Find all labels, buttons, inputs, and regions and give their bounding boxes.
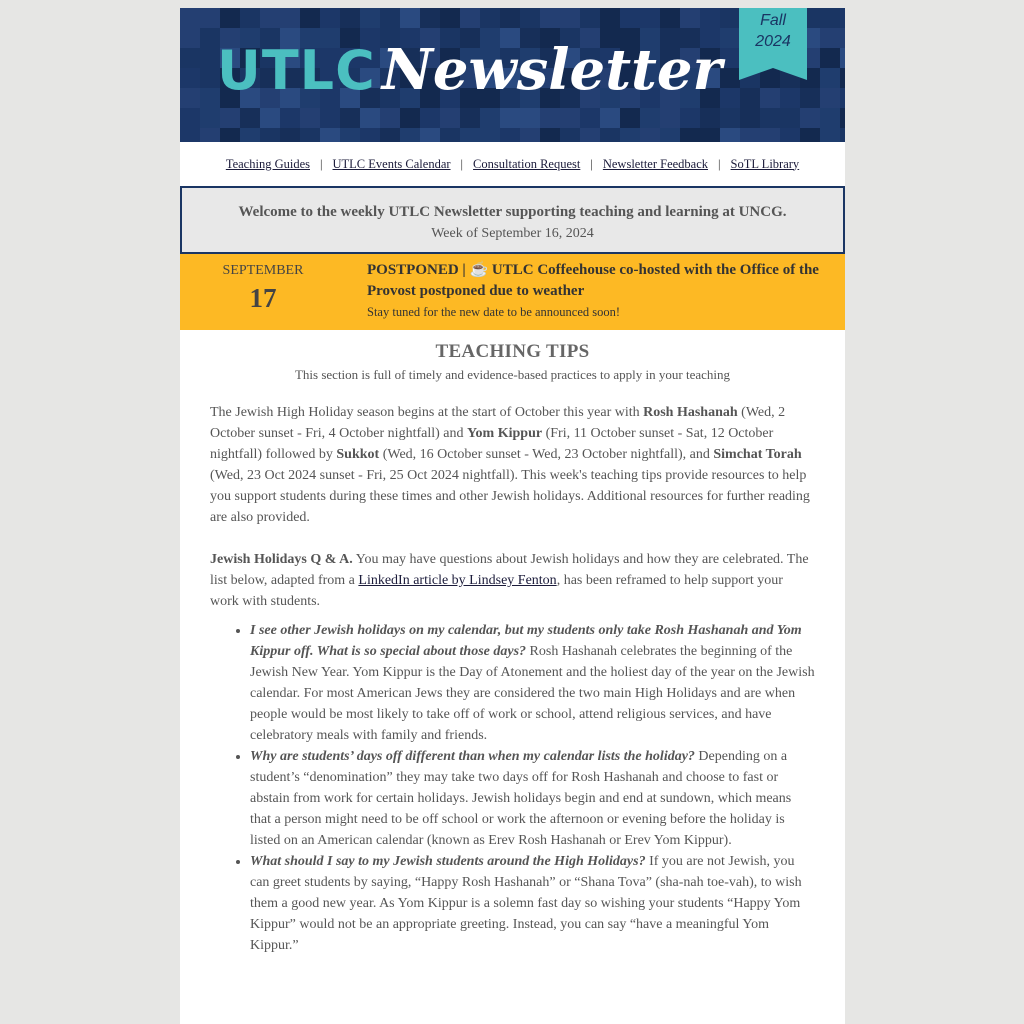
- qa-heading: Jewish Holidays Q & A.: [210, 552, 353, 567]
- banner-tile: [420, 108, 440, 128]
- banner-tile: [840, 128, 845, 142]
- banner-tile: [820, 128, 840, 142]
- banner-tile: [500, 128, 520, 142]
- banner-tile: [540, 108, 560, 128]
- banner-tile: [840, 28, 845, 48]
- banner-tile: [680, 8, 700, 28]
- welcome-box: [180, 186, 845, 254]
- nav-link-sotl-library[interactable]: SoTL Library: [730, 156, 800, 171]
- banner-tile: [380, 108, 400, 128]
- banner-tile: [760, 128, 780, 142]
- nav-separator: |: [460, 156, 464, 171]
- banner-tile: [480, 128, 500, 142]
- nav-link-consultation-request[interactable]: Consultation Request: [473, 156, 581, 171]
- banner-tile: [540, 8, 560, 28]
- teaching-tips-subtitle: This section is full of timely and evidence-based practices to apply in your teaching: [294, 367, 730, 382]
- nav-link-events-calendar[interactable]: UTLC Events Calendar: [332, 156, 451, 171]
- nav-separator: |: [718, 156, 721, 171]
- nav-link-newsletter-feedback[interactable]: Newsletter Feedback: [602, 156, 709, 171]
- qa-list: [210, 620, 815, 956]
- banner-tile: [280, 8, 300, 28]
- ribbon-year: 2024: [755, 33, 791, 50]
- event-date: [180, 254, 346, 314]
- banner-tile: [340, 8, 360, 28]
- intro-text: (Wed, 16 October sunset - Wed, 23 October nightfall), and: [379, 447, 714, 462]
- banner-tile: [200, 8, 220, 28]
- banner-tile: [720, 108, 740, 128]
- banner-tile: [360, 108, 380, 128]
- teaching-tips-content: [180, 402, 845, 956]
- qa-text: You may have questions about Jewish holidays and how they are celebrated. The list below, adapted from a: [210, 552, 809, 588]
- banner-tile: [600, 108, 620, 128]
- banner-tile: [260, 8, 280, 28]
- banner-tile: [420, 128, 440, 142]
- welcome-week: Week of September 16, 2024: [431, 226, 594, 241]
- nav-separator: |: [319, 156, 323, 171]
- banner-tile: [720, 28, 740, 48]
- banner-tile: [820, 68, 840, 88]
- banner-tile: [540, 128, 560, 142]
- banner-tile: [220, 128, 240, 142]
- intro-paragraph: [210, 402, 815, 528]
- teaching-tips-header: [180, 341, 845, 383]
- qa-text: , has been reframed to help support your work with students.: [210, 573, 783, 609]
- holiday-simchat-torah: Simchat Torah: [713, 447, 802, 462]
- banner-title: [217, 37, 723, 103]
- newsletter-page: [180, 8, 845, 1024]
- banner-tile: [600, 8, 620, 28]
- banner-tile: [360, 8, 380, 28]
- banner-tile: [720, 48, 740, 68]
- banner-tile: [840, 48, 845, 68]
- banner-tile: [740, 88, 760, 108]
- banner-tile: [260, 128, 280, 142]
- banner-tile: [660, 8, 680, 28]
- banner-tile: [660, 128, 680, 142]
- banner-tile: [180, 128, 200, 142]
- banner-tile: [460, 128, 480, 142]
- banner-tile: [680, 128, 700, 142]
- banner-tile: [320, 128, 340, 142]
- banner-tile: [760, 108, 780, 128]
- banner-tile: [400, 128, 420, 142]
- banner-tile: [820, 108, 840, 128]
- intro-text: (Wed, 2 October sunset - Fri, 4 October nightfall) and: [210, 405, 786, 441]
- banner-tile: [700, 128, 720, 142]
- qa-question: Why are students’ days off different than when my calendar lists the holiday?: [250, 749, 695, 764]
- intro-text: (Wed, 23 Oct 2024 sunset - Fri, 25 Oct 2024 nightfall). This week's teaching tips provide resources to help you support students during these times and other Jewish holidays. Additional resources for further reading are also provided.: [210, 468, 810, 525]
- banner-tile: [520, 8, 540, 28]
- banner-tile: [800, 128, 820, 142]
- banner-tile: [300, 108, 320, 128]
- banner-tile: [340, 108, 360, 128]
- qa-question: I see other Jewish holidays on my calendar, but my students only take Rosh Hashanah and Yom Kippur off. What is so special about those days?: [250, 623, 802, 659]
- event-details: [367, 260, 832, 322]
- banner-tile: [600, 128, 620, 142]
- banner-tile: [520, 128, 540, 142]
- banner-tile: [820, 8, 840, 28]
- banner-tile: [820, 88, 840, 108]
- banner-tile: [700, 108, 720, 128]
- banner-tile: [440, 8, 460, 28]
- banner-tile: [480, 8, 500, 28]
- banner-tile: [300, 8, 320, 28]
- banner-tile: [480, 108, 500, 128]
- banner-tile: [280, 128, 300, 142]
- list-item: [250, 620, 815, 746]
- banner-tile: [340, 128, 360, 142]
- banner-tile: [620, 8, 640, 28]
- banner-tile: [440, 108, 460, 128]
- banner-tile: [840, 108, 845, 128]
- intro-text: The Jewish High Holiday season begins at the start of October this year with: [210, 405, 644, 420]
- nav-separator: |: [590, 156, 593, 171]
- banner-tile: [640, 8, 660, 28]
- banner-tile: [640, 108, 660, 128]
- banner-tile: [740, 108, 760, 128]
- event-banner: [180, 254, 845, 330]
- banner-tile: [820, 28, 840, 48]
- nav-link-teaching-guides[interactable]: Teaching Guides: [225, 156, 310, 171]
- banner-tile: [500, 108, 520, 128]
- banner-tile: [560, 128, 580, 142]
- qa-answer: Rosh Hashanah celebrates the beginning of the Jewish New Year. Yom Kippur is the Day of Atonement and the holiest day of the year on the Jewish calendar. For most American Jews they are considered the two main High Holidays and are when people would be most likely to take off of work or school, attend religious services, and have celebratory meals with family and friends.: [250, 644, 815, 743]
- banner-tile: [720, 68, 740, 88]
- banner-tile: [720, 128, 740, 142]
- welcome-message: Welcome to the weekly UTLC Newsletter supporting teaching and learning at UNCG.: [238, 204, 787, 220]
- banner-tile: [560, 108, 580, 128]
- qa-paragraph: [210, 549, 815, 612]
- holiday-rosh-hashanah: Rosh Hashanah: [643, 405, 738, 420]
- banner-tile: [460, 108, 480, 128]
- event-subtitle: Stay tuned for the new date to be announced soon!: [367, 305, 621, 319]
- banner-tile: [260, 108, 280, 128]
- banner-tile: [840, 88, 845, 108]
- qa-answer: If you are not Jewish, you can greet students by saying, “Happy Rosh Hashanah” or “Shana Tova” (sha-nah toe-vah), to wish them a good new year. As Yom Kippur is a solemn fast day so wishing your students “Happy Yom Kippur” would not be an appropriate greeting. Instead, you can say “have a meaningful Yom Kippur.”: [250, 854, 802, 953]
- season-ribbon: [739, 8, 807, 72]
- banner-tile: [180, 68, 200, 88]
- banner-tile: [580, 108, 600, 128]
- ribbon-text: [739, 10, 807, 52]
- banner-tile: [620, 128, 640, 142]
- banner-title-utlc: UTLC: [217, 39, 376, 102]
- banner-tile: [780, 108, 800, 128]
- linkedin-article-link[interactable]: LinkedIn article by Lindsey Fenton: [358, 573, 557, 588]
- banner-tile: [180, 108, 200, 128]
- banner-tile: [680, 108, 700, 128]
- event-title: POSTPONED | ☕ UTLC Coffeehouse co-hosted with the Office of the Provost postponed due to weather: [367, 262, 819, 299]
- banner-tile: [300, 128, 320, 142]
- banner-tile: [460, 8, 480, 28]
- banner-tile: [780, 88, 800, 108]
- banner-tile: [240, 8, 260, 28]
- intro-text: (Fri, 11 October sunset - Sat, 12 October nightfall) followed by: [210, 426, 774, 462]
- banner-tile: [380, 8, 400, 28]
- event-day: 17: [249, 283, 277, 313]
- banner-tile: [400, 108, 420, 128]
- banner-tile: [720, 8, 740, 28]
- banner-tile: [220, 108, 240, 128]
- ribbon-season: Fall: [760, 12, 786, 29]
- banner-tile: [580, 128, 600, 142]
- banner-tile: [640, 128, 660, 142]
- qa-answer: Depending on a student’s “denomination” they may take two days off for Rosh Hashanah and choose to fast or abstain from work for certain holidays. Jewish holidays begin and end at sundown, which means that a person might need to be off school or work the afternoon or evening before the holiday is listed on an American calendar (known as Erev Rosh Hashanah or Erev Yom Kippur).: [250, 749, 792, 848]
- banner-tile: [500, 8, 520, 28]
- banner-tile: [840, 8, 845, 28]
- banner-tile: [180, 28, 200, 48]
- banner-tile: [200, 108, 220, 128]
- banner-tile: [320, 108, 340, 128]
- banner-tile: [620, 108, 640, 128]
- holiday-sukkot: Sukkot: [336, 447, 380, 462]
- banner-tile: [580, 8, 600, 28]
- banner-tile: [820, 48, 840, 68]
- banner-tile: [420, 8, 440, 28]
- holiday-yom-kippur: Yom Kippur: [467, 426, 543, 441]
- banner-tile: [200, 128, 220, 142]
- banner-tile: [780, 128, 800, 142]
- banner-tile: [280, 108, 300, 128]
- banner-tile: [720, 88, 740, 108]
- qa-question: What should I say to my Jewish students around the High Holidays?: [250, 854, 646, 869]
- banner-tile: [180, 48, 200, 68]
- banner-tile: [740, 128, 760, 142]
- banner-tile: [800, 88, 820, 108]
- banner-tile: [180, 88, 200, 108]
- banner-tile: [800, 108, 820, 128]
- banner-tile: [220, 8, 240, 28]
- event-month: SEPTEMBER: [222, 263, 304, 278]
- banner-tile: [360, 128, 380, 142]
- banner-tile: [760, 88, 780, 108]
- banner-tile: [660, 108, 680, 128]
- banner-tile: [440, 128, 460, 142]
- banner-title-newsletter: Newsletter: [381, 37, 723, 103]
- banner-tile: [840, 68, 845, 88]
- banner-tile: [400, 8, 420, 28]
- banner-tile: [240, 108, 260, 128]
- banner-tile: [240, 128, 260, 142]
- list-item: [250, 746, 815, 851]
- banner-tile: [520, 108, 540, 128]
- teaching-tips-title: TEACHING TIPS: [435, 341, 590, 362]
- banner-tile: [320, 8, 340, 28]
- newsletter-banner: [180, 8, 845, 142]
- banner-tile: [380, 128, 400, 142]
- banner-tile: [560, 8, 580, 28]
- banner-tile: [180, 8, 200, 28]
- banner-tile: [700, 8, 720, 28]
- nav-links: [180, 142, 845, 186]
- list-item: [250, 851, 815, 956]
